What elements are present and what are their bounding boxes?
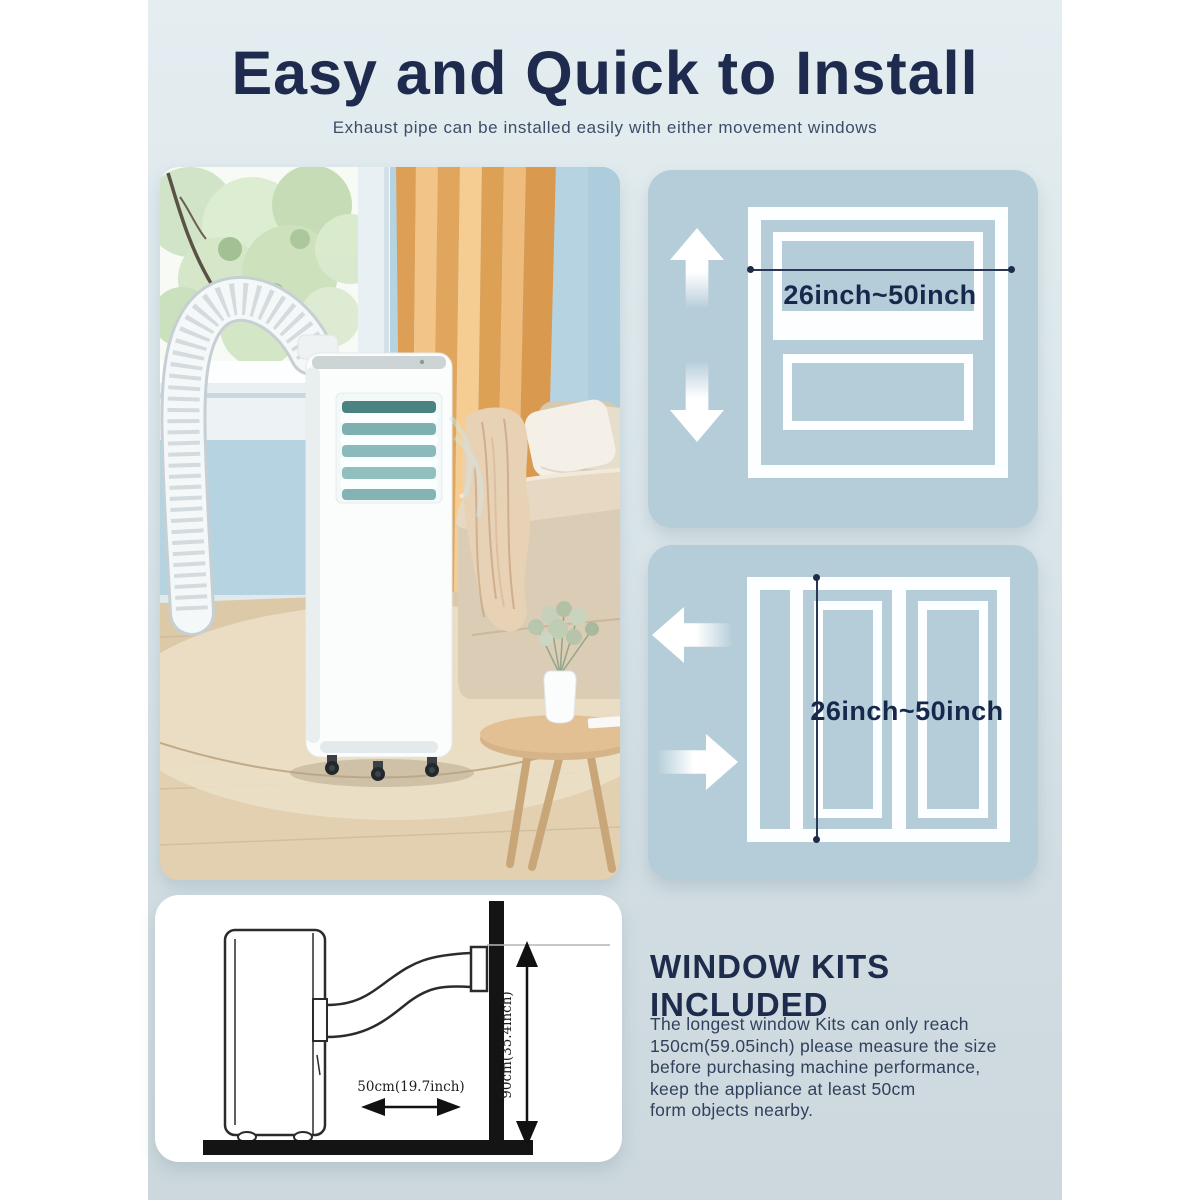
exhaust-duct-lines (327, 953, 471, 1037)
kits-line: before purchasing machine performance, (650, 1057, 981, 1077)
ac-vent (336, 393, 442, 503)
living-room-illustration (160, 167, 620, 880)
kits-line: form objects nearby. (650, 1100, 814, 1120)
window-size-label: 26inch~50inch (810, 696, 1004, 726)
down-arrow-icon (670, 362, 724, 442)
height-arrow (516, 941, 538, 1147)
horizontal-window-panel (648, 545, 1038, 880)
ac-side-view (225, 930, 327, 1142)
page-subtitle: Exhaust pipe can be installed easily with either movement windows (332, 118, 878, 137)
height-dimension-label: 90cm(35.4inch) (499, 991, 515, 1099)
kits-line: 150cm(59.05inch) please measure the size (650, 1035, 997, 1056)
up-arrow-icon (670, 228, 724, 308)
window-kits-description (650, 1014, 1060, 1122)
left-arrow-icon (652, 607, 732, 663)
clearance-diagram-panel (155, 895, 622, 1162)
double-hung-window-illustration (748, 207, 1008, 478)
window-kits-heading: WINDOW KITS INCLUDED (650, 948, 891, 1023)
right-arrow-icon (658, 734, 738, 790)
window-size-label: 26inch~50inch (783, 280, 977, 310)
portable-ac-unit (290, 335, 481, 787)
width-dimension-line (750, 269, 1012, 271)
width-arrow (361, 1098, 461, 1116)
vertical-window-panel (648, 170, 1038, 528)
floor-bar (203, 1140, 533, 1155)
width-dimension-label: 50cm(19.7inch) (357, 1079, 465, 1095)
clearance-diagram (155, 895, 622, 1162)
lifestyle-photo (160, 167, 620, 880)
kits-line: The longest window Kits can only reach (650, 1014, 969, 1034)
ac-control-strip (312, 356, 446, 369)
page-title: Easy and Quick to Install (231, 39, 979, 107)
window-bottom-sash (783, 354, 973, 430)
window-meeting-rail (773, 320, 983, 340)
sofa (456, 397, 620, 699)
window-flange (471, 947, 487, 991)
kits-line: keep the appliance at least 50cm (650, 1078, 916, 1099)
